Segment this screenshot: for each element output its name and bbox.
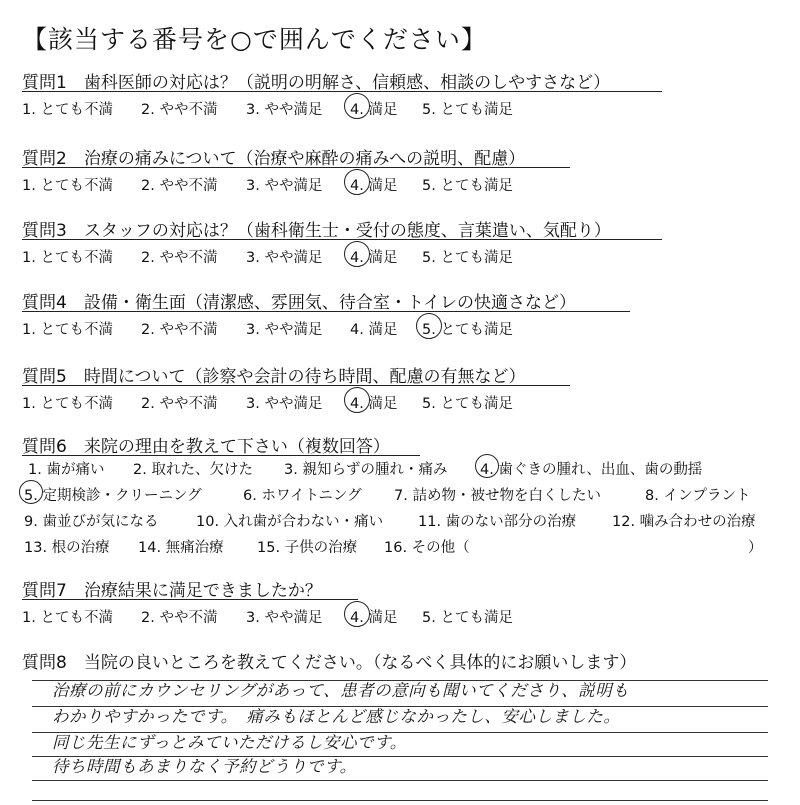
- question-1-option-3[interactable]: 3. やや満足: [246, 102, 323, 118]
- selection-circle: [344, 169, 370, 195]
- handwritten-answer-line: 同じ先生にずっとみていただけるし安心です。: [52, 733, 407, 752]
- question-6-option[interactable]: 13. 根の治療: [24, 540, 110, 556]
- question-6-option[interactable]: 15. 子供の治療: [257, 540, 358, 556]
- other-close-paren: ）: [748, 540, 763, 556]
- selection-circle: [19, 480, 43, 504]
- selection-circle: [344, 601, 370, 627]
- selection-circle: [475, 454, 499, 478]
- selection-circle: [344, 387, 370, 413]
- question-1-label: 質問1 歯科医師の対応は？（説明の明解さ、信頼感、相談のしやすさなど）: [22, 73, 611, 93]
- question-7-option-4[interactable]: 4. 満足: [350, 610, 398, 626]
- question-2-option-4[interactable]: 4. 満足: [350, 178, 398, 194]
- question-6-option[interactable]: 16. その他（: [384, 540, 470, 556]
- question-2-option-2[interactable]: 2. やや不満: [141, 178, 218, 194]
- selection-circle: [344, 93, 370, 119]
- question-3-underline: [22, 239, 662, 240]
- question-1-underline: [22, 91, 662, 92]
- question-4-option-5[interactable]: 5. とても満足: [422, 322, 513, 338]
- question-6-option[interactable]: 9. 歯並びが気になる: [24, 514, 159, 530]
- question-2-option-5[interactable]: 5. とても満足: [422, 178, 513, 194]
- question-4-option-3[interactable]: 3. やや満足: [246, 322, 323, 338]
- question-6-underline: [22, 455, 420, 456]
- question-6-option[interactable]: 5. 定期検診・クリーニング: [24, 488, 202, 504]
- question-3-option-5[interactable]: 5. とても満足: [422, 250, 513, 266]
- question-6-option[interactable]: 12. 噛み合わせの治療: [612, 514, 756, 530]
- question-7-label: 質問7 治療結果に満足できましたか？: [22, 581, 322, 601]
- question-6-option[interactable]: 4. 歯ぐきの腫れ、出血、歯の動揺: [480, 462, 703, 478]
- question-4-option-4[interactable]: 4. 満足: [350, 322, 398, 338]
- question-3-option-3[interactable]: 3. やや満足: [246, 250, 323, 266]
- answer-line: [32, 780, 768, 781]
- question-1-option-2[interactable]: 2. やや不満: [141, 102, 218, 118]
- question-2-option-1[interactable]: 1. とても不満: [22, 178, 113, 194]
- answer-line: [32, 800, 768, 801]
- handwritten-answer-line: 待ち時間もあまりなく予約どうりです。: [52, 757, 357, 776]
- question-5-option-3[interactable]: 3. やや満足: [246, 396, 323, 412]
- question-3-option-4[interactable]: 4. 満足: [350, 250, 398, 266]
- question-6-option[interactable]: 10. 入れ歯が合わない・痛い: [196, 514, 384, 530]
- question-6-option[interactable]: 3. 親知らずの腫れ・痛み: [284, 462, 448, 478]
- question-5-underline: [22, 385, 570, 386]
- question-7-option-3[interactable]: 3. やや満足: [246, 610, 323, 626]
- question-4-option-1[interactable]: 1. とても不満: [22, 322, 113, 338]
- question-7-option-1[interactable]: 1. とても不満: [22, 610, 113, 626]
- question-5-label: 質問5 時間について（診察や会計の待ち時間、配慮の有無など）: [22, 367, 526, 387]
- selection-circle: [416, 313, 442, 339]
- question-5-option-5[interactable]: 5. とても満足: [422, 396, 513, 412]
- question-5-option-2[interactable]: 2. やや不満: [141, 396, 218, 412]
- question-5-option-1[interactable]: 1. とても不満: [22, 396, 113, 412]
- question-1-option-1[interactable]: 1. とても不満: [22, 102, 113, 118]
- question-2-option-3[interactable]: 3. やや満足: [246, 178, 323, 194]
- question-6-option[interactable]: 14. 無痛治療: [138, 540, 224, 556]
- question-7-underline: [22, 599, 358, 600]
- question-6-option[interactable]: 6. ホワイトニング: [243, 488, 362, 504]
- question-6-option[interactable]: 1. 歯が痛い: [28, 462, 105, 478]
- question-3-option-1[interactable]: 1. とても不満: [22, 250, 113, 266]
- question-6-option[interactable]: 2. 取れた、欠けた: [133, 462, 253, 478]
- question-3-label: 質問3 スタッフの対応は？（歯科衛生士・受付の態度、言葉遣い、気配り）: [22, 221, 611, 241]
- question-5-option-4[interactable]: 4. 満足: [350, 396, 398, 412]
- question-4-underline: [22, 311, 630, 312]
- question-6-option[interactable]: 8. インプラント: [645, 488, 751, 504]
- question-1-option-4[interactable]: 4. 満足: [350, 102, 398, 118]
- question-2-underline: [22, 167, 570, 168]
- question-6-option[interactable]: 11. 歯のない部分の治療: [418, 514, 577, 530]
- question-4-label: 質問4 設備・衛生面（清潔感、雰囲気、待合室・トイレの快適さなど）: [22, 293, 576, 313]
- question-6-label: 質問6 来院の理由を教えて下さい（複数回答）: [22, 437, 390, 457]
- handwritten-answer-line: 治療の前にカウンセリングがあって、患者の意向も聞いてくださり、説明も: [52, 681, 630, 700]
- question-7-option-2[interactable]: 2. やや不満: [141, 610, 218, 626]
- question-2-label: 質問2 治療の痛みについて（治療や麻酔の痛みへの説明、配慮）: [22, 149, 526, 169]
- question-1-option-5[interactable]: 5. とても満足: [422, 102, 513, 118]
- instructions-title: 【該当する番号を○で囲んでください】: [22, 25, 487, 54]
- question-8-label: 質問8 当院の良いところを教えてください。（なるべく具体的にお願いします）: [22, 653, 637, 673]
- question-6-option[interactable]: 7. 詰め物・被せ物を白くしたい: [394, 488, 601, 504]
- selection-circle: [344, 241, 370, 267]
- question-3-option-2[interactable]: 2. やや不満: [141, 250, 218, 266]
- question-7-option-5[interactable]: 5. とても満足: [422, 610, 513, 626]
- handwritten-answer-line: わかりやすかったです。 痛みもほとんど感じなかったし、安心しました。: [52, 707, 621, 726]
- question-4-option-2[interactable]: 2. やや不満: [141, 322, 218, 338]
